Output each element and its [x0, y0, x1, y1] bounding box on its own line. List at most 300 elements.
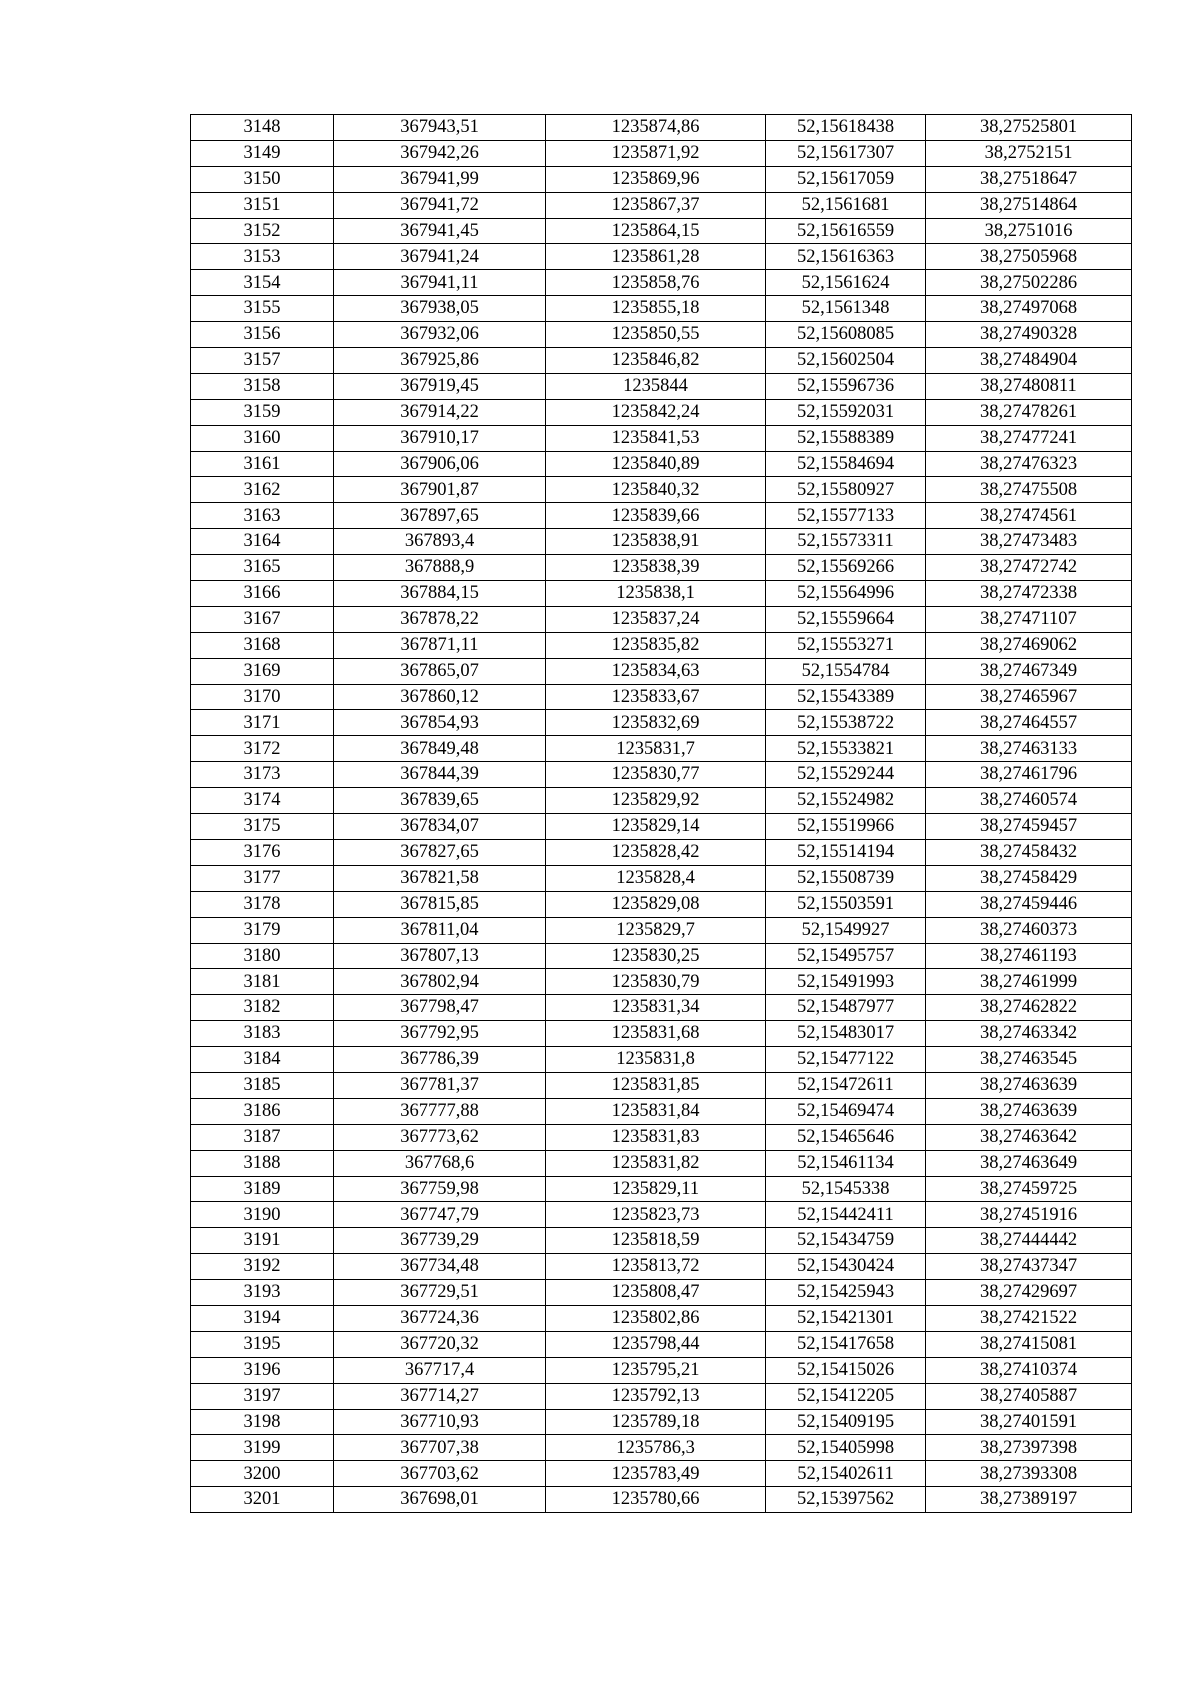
- y-coordinate-cell: 1235830,77: [546, 762, 766, 788]
- point-number-cell: 3189: [191, 1176, 334, 1202]
- x-coordinate-cell: 367854,93: [334, 710, 546, 736]
- y-coordinate-cell: 1235838,39: [546, 555, 766, 581]
- x-coordinate-cell: 367781,37: [334, 1072, 546, 1098]
- x-coordinate-cell: 367811,04: [334, 917, 546, 943]
- latitude-cell: 52,15487977: [766, 995, 926, 1021]
- latitude-cell: 52,15442411: [766, 1202, 926, 1228]
- longitude-cell: 38,27480811: [926, 373, 1132, 399]
- x-coordinate-cell: 367720,32: [334, 1331, 546, 1357]
- table-row: [191, 1202, 1132, 1228]
- table-row: [191, 917, 1132, 943]
- longitude-cell: 38,27463545: [926, 1047, 1132, 1073]
- point-number-cell: 3191: [191, 1228, 334, 1254]
- longitude-cell: 38,27467349: [926, 658, 1132, 684]
- point-number-cell: 3180: [191, 943, 334, 969]
- point-number-cell: 3170: [191, 684, 334, 710]
- point-number-cell: 3158: [191, 373, 334, 399]
- y-coordinate-cell: 1235837,24: [546, 606, 766, 632]
- latitude-cell: 52,15415026: [766, 1357, 926, 1383]
- x-coordinate-cell: 367707,38: [334, 1435, 546, 1461]
- x-coordinate-cell: 367942,26: [334, 140, 546, 166]
- y-coordinate-cell: 1235783,49: [546, 1461, 766, 1487]
- point-number-cell: 3179: [191, 917, 334, 943]
- y-coordinate-cell: 1235874,86: [546, 115, 766, 141]
- latitude-cell: 52,15514194: [766, 839, 926, 865]
- point-number-cell: 3199: [191, 1435, 334, 1461]
- x-coordinate-cell: 367910,17: [334, 425, 546, 451]
- latitude-cell: 52,15421301: [766, 1305, 926, 1331]
- point-number-cell: 3186: [191, 1098, 334, 1124]
- longitude-cell: 38,27505968: [926, 244, 1132, 270]
- latitude-cell: 52,15584694: [766, 451, 926, 477]
- table-row: [191, 529, 1132, 555]
- y-coordinate-cell: 1235831,7: [546, 736, 766, 762]
- x-coordinate-cell: 367792,95: [334, 1021, 546, 1047]
- latitude-cell: 52,15472611: [766, 1072, 926, 1098]
- longitude-cell: 38,27476323: [926, 451, 1132, 477]
- longitude-cell: 38,27471107: [926, 606, 1132, 632]
- latitude-cell: 52,15602504: [766, 348, 926, 374]
- x-coordinate-cell: 367717,4: [334, 1357, 546, 1383]
- point-number-cell: 3197: [191, 1383, 334, 1409]
- x-coordinate-cell: 367897,65: [334, 503, 546, 529]
- longitude-cell: 38,27415081: [926, 1331, 1132, 1357]
- x-coordinate-cell: 367710,93: [334, 1409, 546, 1435]
- point-number-cell: 3178: [191, 891, 334, 917]
- point-number-cell: 3188: [191, 1150, 334, 1176]
- longitude-cell: 38,27478261: [926, 399, 1132, 425]
- longitude-cell: 38,27465967: [926, 684, 1132, 710]
- latitude-cell: 52,15461134: [766, 1150, 926, 1176]
- latitude-cell: 52,15524982: [766, 788, 926, 814]
- x-coordinate-cell: 367827,65: [334, 839, 546, 865]
- x-coordinate-cell: 367768,6: [334, 1150, 546, 1176]
- point-number-cell: 3152: [191, 218, 334, 244]
- table-row: [191, 348, 1132, 374]
- point-number-cell: 3169: [191, 658, 334, 684]
- x-coordinate-cell: 367849,48: [334, 736, 546, 762]
- point-number-cell: 3192: [191, 1254, 334, 1280]
- table-row: [191, 322, 1132, 348]
- table-row: [191, 814, 1132, 840]
- table-row: [191, 632, 1132, 658]
- latitude-cell: 52,15616559: [766, 218, 926, 244]
- x-coordinate-cell: 367703,62: [334, 1461, 546, 1487]
- y-coordinate-cell: 1235846,82: [546, 348, 766, 374]
- table-row: [191, 140, 1132, 166]
- table-row: [191, 1150, 1132, 1176]
- point-number-cell: 3200: [191, 1461, 334, 1487]
- x-coordinate-cell: 367807,13: [334, 943, 546, 969]
- point-number-cell: 3185: [191, 1072, 334, 1098]
- point-number-cell: 3153: [191, 244, 334, 270]
- longitude-cell: 38,27474561: [926, 503, 1132, 529]
- longitude-cell: 38,27472338: [926, 581, 1132, 607]
- latitude-cell: 52,15397562: [766, 1487, 926, 1513]
- table-row: [191, 891, 1132, 917]
- point-number-cell: 3162: [191, 477, 334, 503]
- coordinates-table: [190, 114, 1132, 1513]
- point-number-cell: 3165: [191, 555, 334, 581]
- y-coordinate-cell: 1235838,1: [546, 581, 766, 607]
- point-number-cell: 3163: [191, 503, 334, 529]
- longitude-cell: 38,27469062: [926, 632, 1132, 658]
- longitude-cell: 38,2752151: [926, 140, 1132, 166]
- latitude-cell: 52,15430424: [766, 1254, 926, 1280]
- x-coordinate-cell: 367714,27: [334, 1383, 546, 1409]
- longitude-cell: 38,27429697: [926, 1280, 1132, 1306]
- x-coordinate-cell: 367798,47: [334, 995, 546, 1021]
- x-coordinate-cell: 367941,72: [334, 192, 546, 218]
- point-number-cell: 3184: [191, 1047, 334, 1073]
- x-coordinate-cell: 367739,29: [334, 1228, 546, 1254]
- table-row: [191, 1331, 1132, 1357]
- table-row: [191, 762, 1132, 788]
- x-coordinate-cell: 367729,51: [334, 1280, 546, 1306]
- longitude-cell: 38,27459446: [926, 891, 1132, 917]
- y-coordinate-cell: 1235828,42: [546, 839, 766, 865]
- latitude-cell: 52,15434759: [766, 1228, 926, 1254]
- y-coordinate-cell: 1235864,15: [546, 218, 766, 244]
- x-coordinate-cell: 367941,99: [334, 166, 546, 192]
- latitude-cell: 52,15617307: [766, 140, 926, 166]
- point-number-cell: 3182: [191, 995, 334, 1021]
- y-coordinate-cell: 1235840,89: [546, 451, 766, 477]
- longitude-cell: 38,27397398: [926, 1435, 1132, 1461]
- table-row: [191, 1254, 1132, 1280]
- longitude-cell: 38,27463342: [926, 1021, 1132, 1047]
- longitude-cell: 38,27437347: [926, 1254, 1132, 1280]
- table-row: [191, 865, 1132, 891]
- x-coordinate-cell: 367925,86: [334, 348, 546, 374]
- table-row: [191, 399, 1132, 425]
- table-row: [191, 1280, 1132, 1306]
- longitude-cell: 38,27460373: [926, 917, 1132, 943]
- longitude-cell: 38,27490328: [926, 322, 1132, 348]
- coordinates-table-body: [191, 115, 1132, 1513]
- table-row: [191, 218, 1132, 244]
- table-row: [191, 684, 1132, 710]
- table-row: [191, 1072, 1132, 1098]
- y-coordinate-cell: 1235850,55: [546, 322, 766, 348]
- x-coordinate-cell: 367698,01: [334, 1487, 546, 1513]
- table-row: [191, 555, 1132, 581]
- x-coordinate-cell: 367943,51: [334, 115, 546, 141]
- point-number-cell: 3201: [191, 1487, 334, 1513]
- x-coordinate-cell: 367878,22: [334, 606, 546, 632]
- latitude-cell: 52,15529244: [766, 762, 926, 788]
- latitude-cell: 52,15592031: [766, 399, 926, 425]
- y-coordinate-cell: 1235867,37: [546, 192, 766, 218]
- longitude-cell: 38,27421522: [926, 1305, 1132, 1331]
- point-number-cell: 3190: [191, 1202, 334, 1228]
- x-coordinate-cell: 367777,88: [334, 1098, 546, 1124]
- table-row: [191, 1357, 1132, 1383]
- y-coordinate-cell: 1235829,7: [546, 917, 766, 943]
- latitude-cell: 52,15405998: [766, 1435, 926, 1461]
- x-coordinate-cell: 367759,98: [334, 1176, 546, 1202]
- point-number-cell: 3160: [191, 425, 334, 451]
- table-row: [191, 943, 1132, 969]
- latitude-cell: 52,15573311: [766, 529, 926, 555]
- x-coordinate-cell: 367941,11: [334, 270, 546, 296]
- latitude-cell: 52,15538722: [766, 710, 926, 736]
- latitude-cell: 52,15483017: [766, 1021, 926, 1047]
- point-number-cell: 3183: [191, 1021, 334, 1047]
- point-number-cell: 3187: [191, 1124, 334, 1150]
- table-row: [191, 1305, 1132, 1331]
- table-row: [191, 115, 1132, 141]
- longitude-cell: 38,2751016: [926, 218, 1132, 244]
- longitude-cell: 38,27463649: [926, 1150, 1132, 1176]
- y-coordinate-cell: 1235840,32: [546, 477, 766, 503]
- longitude-cell: 38,27459457: [926, 814, 1132, 840]
- table-row: [191, 710, 1132, 736]
- x-coordinate-cell: 367839,65: [334, 788, 546, 814]
- y-coordinate-cell: 1235829,08: [546, 891, 766, 917]
- table-row: [191, 1047, 1132, 1073]
- latitude-cell: 52,1554784: [766, 658, 926, 684]
- table-row: [191, 425, 1132, 451]
- y-coordinate-cell: 1235831,85: [546, 1072, 766, 1098]
- table-row: [191, 451, 1132, 477]
- point-number-cell: 3161: [191, 451, 334, 477]
- point-number-cell: 3166: [191, 581, 334, 607]
- latitude-cell: 52,15469474: [766, 1098, 926, 1124]
- point-number-cell: 3198: [191, 1409, 334, 1435]
- longitude-cell: 38,27461796: [926, 762, 1132, 788]
- latitude-cell: 52,15425943: [766, 1280, 926, 1306]
- latitude-cell: 52,1561348: [766, 296, 926, 322]
- latitude-cell: 52,15412205: [766, 1383, 926, 1409]
- latitude-cell: 52,15519966: [766, 814, 926, 840]
- table-row: [191, 606, 1132, 632]
- y-coordinate-cell: 1235829,92: [546, 788, 766, 814]
- x-coordinate-cell: 367724,36: [334, 1305, 546, 1331]
- longitude-cell: 38,27484904: [926, 348, 1132, 374]
- latitude-cell: 52,15569266: [766, 555, 926, 581]
- point-number-cell: 3168: [191, 632, 334, 658]
- longitude-cell: 38,27472742: [926, 555, 1132, 581]
- y-coordinate-cell: 1235780,66: [546, 1487, 766, 1513]
- y-coordinate-cell: 1235842,24: [546, 399, 766, 425]
- y-coordinate-cell: 1235813,72: [546, 1254, 766, 1280]
- y-coordinate-cell: 1235841,53: [546, 425, 766, 451]
- table-row: [191, 839, 1132, 865]
- y-coordinate-cell: 1235839,66: [546, 503, 766, 529]
- x-coordinate-cell: 367932,06: [334, 322, 546, 348]
- point-number-cell: 3150: [191, 166, 334, 192]
- table-row: [191, 373, 1132, 399]
- table-row: [191, 1228, 1132, 1254]
- x-coordinate-cell: 367893,4: [334, 529, 546, 555]
- point-number-cell: 3176: [191, 839, 334, 865]
- y-coordinate-cell: 1235829,14: [546, 814, 766, 840]
- x-coordinate-cell: 367860,12: [334, 684, 546, 710]
- table-row: [191, 658, 1132, 684]
- longitude-cell: 38,27473483: [926, 529, 1132, 555]
- x-coordinate-cell: 367815,85: [334, 891, 546, 917]
- y-coordinate-cell: 1235831,68: [546, 1021, 766, 1047]
- latitude-cell: 52,15596736: [766, 373, 926, 399]
- longitude-cell: 38,27518647: [926, 166, 1132, 192]
- point-number-cell: 3194: [191, 1305, 334, 1331]
- point-number-cell: 3164: [191, 529, 334, 555]
- y-coordinate-cell: 1235831,82: [546, 1150, 766, 1176]
- x-coordinate-cell: 367919,45: [334, 373, 546, 399]
- point-number-cell: 3193: [191, 1280, 334, 1306]
- longitude-cell: 38,27461193: [926, 943, 1132, 969]
- table-row: [191, 1435, 1132, 1461]
- point-number-cell: 3196: [191, 1357, 334, 1383]
- point-number-cell: 3174: [191, 788, 334, 814]
- y-coordinate-cell: 1235858,76: [546, 270, 766, 296]
- latitude-cell: 52,15508739: [766, 865, 926, 891]
- x-coordinate-cell: 367786,39: [334, 1047, 546, 1073]
- x-coordinate-cell: 367734,48: [334, 1254, 546, 1280]
- longitude-cell: 38,27405887: [926, 1383, 1132, 1409]
- longitude-cell: 38,27514864: [926, 192, 1132, 218]
- longitude-cell: 38,27393308: [926, 1461, 1132, 1487]
- longitude-cell: 38,27401591: [926, 1409, 1132, 1435]
- latitude-cell: 52,15495757: [766, 943, 926, 969]
- point-number-cell: 3195: [191, 1331, 334, 1357]
- point-number-cell: 3159: [191, 399, 334, 425]
- latitude-cell: 52,1545338: [766, 1176, 926, 1202]
- point-number-cell: 3175: [191, 814, 334, 840]
- y-coordinate-cell: 1235829,11: [546, 1176, 766, 1202]
- table-row: [191, 1409, 1132, 1435]
- longitude-cell: 38,27464557: [926, 710, 1132, 736]
- y-coordinate-cell: 1235869,96: [546, 166, 766, 192]
- point-number-cell: 3157: [191, 348, 334, 374]
- latitude-cell: 52,1561681: [766, 192, 926, 218]
- point-number-cell: 3151: [191, 192, 334, 218]
- table-row: [191, 1487, 1132, 1513]
- latitude-cell: 52,15553271: [766, 632, 926, 658]
- table-row: [191, 503, 1132, 529]
- table-row: [191, 296, 1132, 322]
- y-coordinate-cell: 1235835,82: [546, 632, 766, 658]
- y-coordinate-cell: 1235808,47: [546, 1280, 766, 1306]
- y-coordinate-cell: 1235830,79: [546, 969, 766, 995]
- point-number-cell: 3173: [191, 762, 334, 788]
- y-coordinate-cell: 1235792,13: [546, 1383, 766, 1409]
- latitude-cell: 52,1561624: [766, 270, 926, 296]
- longitude-cell: 38,27410374: [926, 1357, 1132, 1383]
- longitude-cell: 38,27458429: [926, 865, 1132, 891]
- point-number-cell: 3148: [191, 115, 334, 141]
- y-coordinate-cell: 1235834,63: [546, 658, 766, 684]
- x-coordinate-cell: 367871,11: [334, 632, 546, 658]
- table-row: [191, 995, 1132, 1021]
- y-coordinate-cell: 1235831,34: [546, 995, 766, 1021]
- table-row: [191, 736, 1132, 762]
- longitude-cell: 38,27462822: [926, 995, 1132, 1021]
- x-coordinate-cell: 367941,24: [334, 244, 546, 270]
- x-coordinate-cell: 367802,94: [334, 969, 546, 995]
- latitude-cell: 52,15588389: [766, 425, 926, 451]
- longitude-cell: 38,27458432: [926, 839, 1132, 865]
- table-row: [191, 166, 1132, 192]
- x-coordinate-cell: 367821,58: [334, 865, 546, 891]
- longitude-cell: 38,27389197: [926, 1487, 1132, 1513]
- x-coordinate-cell: 367901,87: [334, 477, 546, 503]
- latitude-cell: 52,1549927: [766, 917, 926, 943]
- point-number-cell: 3167: [191, 606, 334, 632]
- table-row: [191, 581, 1132, 607]
- y-coordinate-cell: 1235855,18: [546, 296, 766, 322]
- longitude-cell: 38,27475508: [926, 477, 1132, 503]
- table-row: [191, 969, 1132, 995]
- table-row: [191, 1124, 1132, 1150]
- y-coordinate-cell: 1235844: [546, 373, 766, 399]
- point-number-cell: 3177: [191, 865, 334, 891]
- longitude-cell: 38,27497068: [926, 296, 1132, 322]
- x-coordinate-cell: 367906,06: [334, 451, 546, 477]
- y-coordinate-cell: 1235831,83: [546, 1124, 766, 1150]
- x-coordinate-cell: 367888,9: [334, 555, 546, 581]
- y-coordinate-cell: 1235795,21: [546, 1357, 766, 1383]
- point-number-cell: 3156: [191, 322, 334, 348]
- table-row: [191, 788, 1132, 814]
- point-number-cell: 3171: [191, 710, 334, 736]
- latitude-cell: 52,15465646: [766, 1124, 926, 1150]
- point-number-cell: 3149: [191, 140, 334, 166]
- latitude-cell: 52,15409195: [766, 1409, 926, 1435]
- latitude-cell: 52,15491993: [766, 969, 926, 995]
- point-number-cell: 3155: [191, 296, 334, 322]
- point-number-cell: 3181: [191, 969, 334, 995]
- latitude-cell: 52,15580927: [766, 477, 926, 503]
- x-coordinate-cell: 367844,39: [334, 762, 546, 788]
- y-coordinate-cell: 1235871,92: [546, 140, 766, 166]
- latitude-cell: 52,15417658: [766, 1331, 926, 1357]
- y-coordinate-cell: 1235832,69: [546, 710, 766, 736]
- y-coordinate-cell: 1235823,73: [546, 1202, 766, 1228]
- latitude-cell: 52,15402611: [766, 1461, 926, 1487]
- y-coordinate-cell: 1235861,28: [546, 244, 766, 270]
- table-row: [191, 1461, 1132, 1487]
- x-coordinate-cell: 367884,15: [334, 581, 546, 607]
- y-coordinate-cell: 1235802,86: [546, 1305, 766, 1331]
- longitude-cell: 38,27461999: [926, 969, 1132, 995]
- x-coordinate-cell: 367773,62: [334, 1124, 546, 1150]
- y-coordinate-cell: 1235831,8: [546, 1047, 766, 1073]
- point-number-cell: 3172: [191, 736, 334, 762]
- y-coordinate-cell: 1235831,84: [546, 1098, 766, 1124]
- table-row: [191, 1383, 1132, 1409]
- x-coordinate-cell: 367914,22: [334, 399, 546, 425]
- latitude-cell: 52,15618438: [766, 115, 926, 141]
- y-coordinate-cell: 1235828,4: [546, 865, 766, 891]
- y-coordinate-cell: 1235833,67: [546, 684, 766, 710]
- latitude-cell: 52,15608085: [766, 322, 926, 348]
- x-coordinate-cell: 367938,05: [334, 296, 546, 322]
- latitude-cell: 52,15533821: [766, 736, 926, 762]
- table-row: [191, 1021, 1132, 1047]
- latitude-cell: 52,15477122: [766, 1047, 926, 1073]
- x-coordinate-cell: 367941,45: [334, 218, 546, 244]
- table-row: [191, 1098, 1132, 1124]
- y-coordinate-cell: 1235818,59: [546, 1228, 766, 1254]
- longitude-cell: 38,27451916: [926, 1202, 1132, 1228]
- longitude-cell: 38,27463639: [926, 1098, 1132, 1124]
- y-coordinate-cell: 1235786,3: [546, 1435, 766, 1461]
- y-coordinate-cell: 1235838,91: [546, 529, 766, 555]
- table-row: [191, 477, 1132, 503]
- latitude-cell: 52,15543389: [766, 684, 926, 710]
